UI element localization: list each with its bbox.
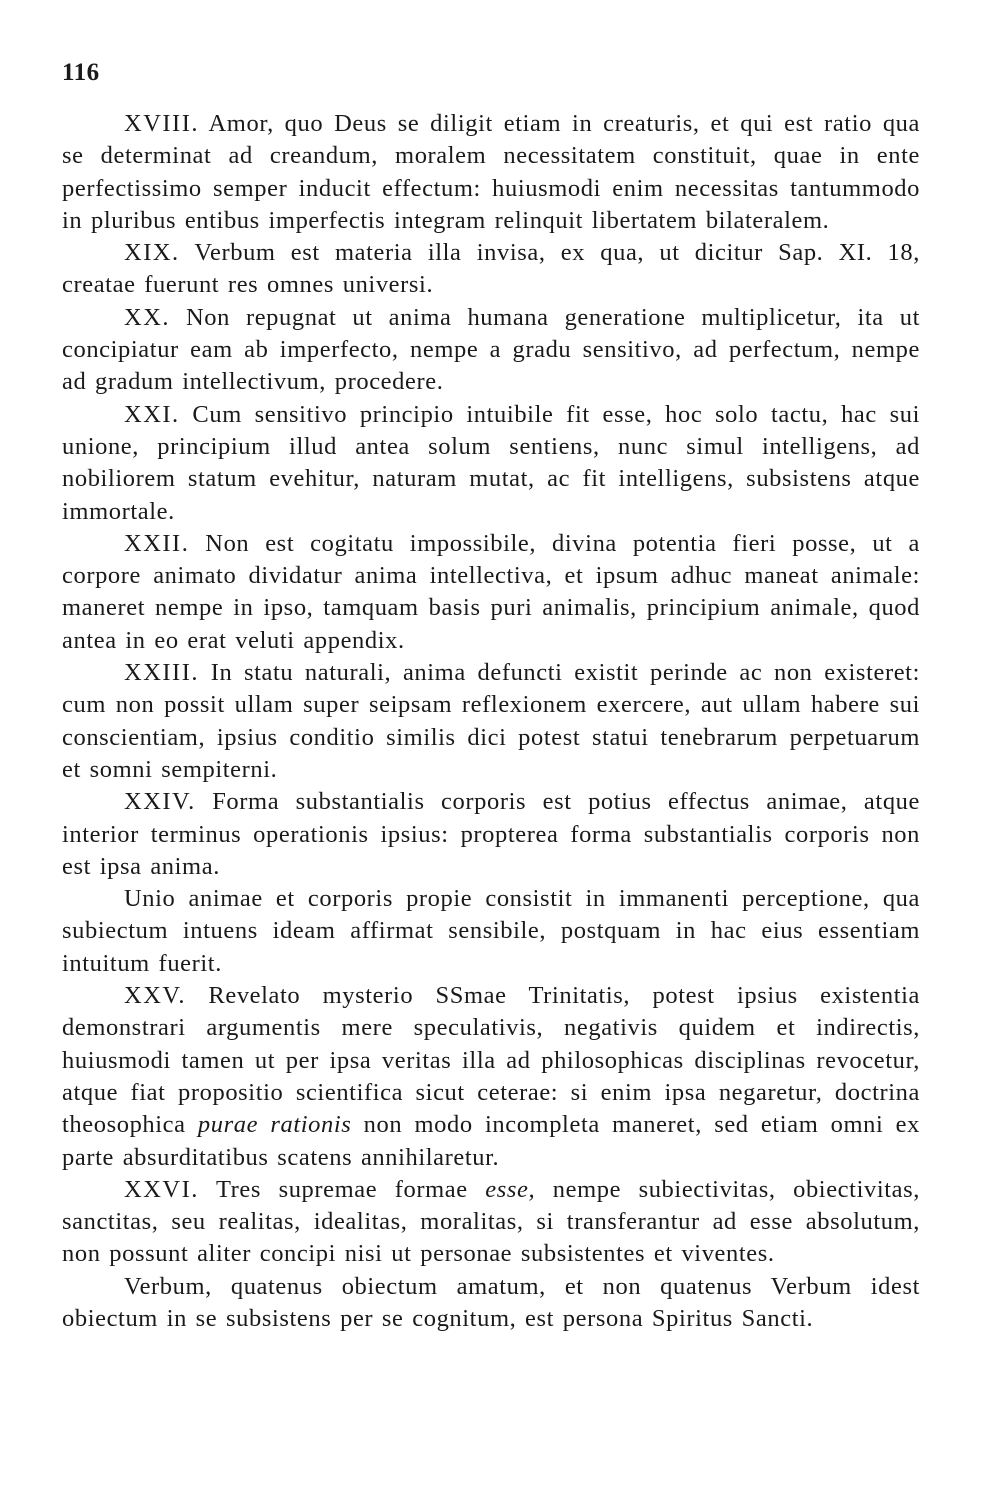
paragraph-xxiv-continuation bbox=[62, 883, 920, 980]
paragraph-xxvi-continuation bbox=[62, 1271, 920, 1336]
proposition-text: In statu naturali, anima defuncti existit perinde ac non existeret: cum non possit ullam super seipsam reflexionem exercere, aut ullam habere sui conscientiam, ipsius conditio similis dici potest statui tenebrarum perpetuarum et somni sempiterni. bbox=[62, 659, 920, 783]
paragraph-xviii bbox=[62, 108, 920, 237]
proposition-text: Non est cogitatu impossibile, divina potentia fieri posse, ut a corpore animato dividatur anima intellectiva, et ipsum adhuc maneat animale: maneret nempe in ipso, tamquam basis puri animalis, principium animale, quod antea in eo erat veluti appendix. bbox=[62, 529, 920, 654]
proposition-text: Revelato mysterio SSmae Trinitatis, potest ipsius existentia demonstrari argumentis mere speculativis, negativis quidem et indirectis, huiusmodi tamen ut per ipsa veritas illa ad philosophicas disciplinas revocetur, atque fiat propositio scientifica sicut ceterae: si enim ipsa negaretur, doctrina theosophica bbox=[62, 982, 920, 1139]
proposition-number: XXI. bbox=[124, 400, 180, 428]
proposition-text: Verbum est materia illa invisa, ex qua, ut dicitur Sap. XI. 18, creatae fuerunt res omnes universi. bbox=[62, 239, 920, 299]
proposition-number: XXVI. bbox=[124, 1175, 199, 1203]
paragraph-xxiii bbox=[62, 657, 920, 786]
paragraph-xxvi bbox=[62, 1174, 920, 1271]
paragraph-xxi bbox=[62, 399, 920, 528]
paragraph-xx bbox=[62, 302, 920, 399]
proposition-text: Tres supremae formae bbox=[215, 1175, 486, 1203]
italic-phrase: purae rationis bbox=[197, 1111, 352, 1139]
proposition-text: Amor, quo Deus se diligit etiam in creaturis, et qui est ratio qua se determinat ad creandum, moralem necessitatem constituit, quae in ente perfectissimo semper inducit effectum: huiusmodi enim necessitas tantummodo in pluribus entibus imperfectis integram relinquit libertatem bilateralem. bbox=[62, 110, 920, 234]
page-number: 116 bbox=[62, 59, 100, 86]
proposition-text: Non repugnat ut anima humana generatione multiplicetur, ita ut concipiatur eam ab imperfecto, nempe a gradu sensitivo, ad perfectum, nempe ad gradum intellectivum, procedere. bbox=[62, 303, 920, 396]
proposition-number: XX. bbox=[124, 303, 171, 331]
proposition-text: Unio animae et corporis propie consistit in immanenti perceptione, qua subiectum intuens ideam affirmat sensibile, postquam in hac eius essentiam intuitum fuerit. bbox=[62, 885, 920, 977]
page-body bbox=[62, 108, 920, 1335]
proposition-number: XXII. bbox=[124, 529, 190, 557]
proposition-text: Verbum, quatenus obiectum amatum, et non quatenus Verbum idest obiectum in se subsistens per se cognitum, est persona Spiritus Sancti. bbox=[62, 1272, 920, 1332]
proposition-text-tail: non modo incompleta maneret, sed etiam omni ex parte absurditatibus scatens annihilaretur. bbox=[62, 1111, 920, 1171]
proposition-number: XIX. bbox=[124, 239, 180, 267]
proposition-number: XXIV. bbox=[124, 788, 196, 816]
book-page bbox=[62, 58, 920, 1335]
proposition-number: XVIII. bbox=[124, 110, 199, 137]
paragraph-xix bbox=[62, 237, 920, 302]
proposition-text-tail: nempe subiectivitas, obiectivitas, sanctitas, seu realitas, idealitas, moralitas, si transferantur ad esse absolutum, non possunt aliter concipi nisi ut personae subsistentes et viventes. bbox=[62, 1175, 920, 1268]
paragraph-xxii bbox=[62, 528, 920, 657]
proposition-text: Forma substantialis corporis est potius effectus animae, atque interior terminus operationis ipsius: propterea forma substantialis corporis non est ipsa anima. bbox=[62, 788, 920, 880]
paragraph-xxiv bbox=[62, 786, 920, 883]
proposition-number: XXIII. bbox=[124, 659, 199, 687]
paragraph-xxv bbox=[62, 980, 920, 1174]
proposition-number: XXV. bbox=[124, 982, 187, 1010]
proposition-text: Cum sensitivo principio intuibile fit esse, hoc solo tactu, hac sui unione, principium illud antea solum sentiens, nunc simul intelligens, ad nobiliorem statum evehitur, naturam mutat, ac fit intelligens, subsistens atque immortale. bbox=[62, 400, 920, 525]
italic-phrase: esse, bbox=[485, 1175, 536, 1203]
